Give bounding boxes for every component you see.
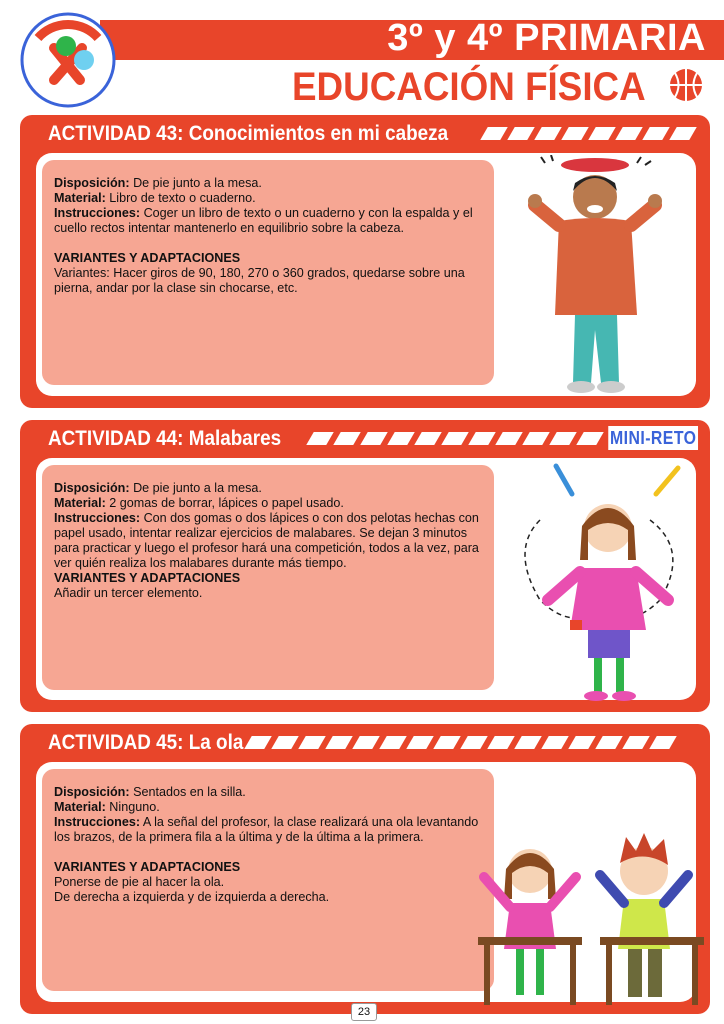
activity-44-title: ACTIVIDAD 44: Malabares: [48, 427, 282, 450]
disposicion-label: Disposición:: [54, 176, 130, 190]
activity-45-panel: [20, 724, 710, 1014]
instrucciones-text: A la señal del profesor, la clase realizará una ola levantando los brazos, de la primera fila a la última y de la última a la primera.: [54, 815, 479, 844]
boy-book-balance-illustration: [515, 155, 675, 400]
disposicion-label: Disposición:: [54, 785, 130, 799]
activity-44-panel: [20, 420, 710, 712]
instrucciones-label: Instrucciones:: [54, 511, 141, 525]
activity-43-panel: [20, 115, 710, 408]
variantes-label: VARIANTES Y ADAPTACIONES: [54, 860, 241, 874]
variantes-text-1: Ponerse de pie al hacer la ola.: [54, 875, 225, 889]
instrucciones-label: Instrucciones:: [54, 815, 141, 829]
variantes-label: VARIANTES Y ADAPTACIONES: [54, 571, 241, 585]
disposicion-text: Sentados en la silla.: [129, 785, 246, 799]
activity-44-textbox: [42, 465, 494, 690]
variantes-text-2: De derecha a izquierda y de izquierda a derecha.: [54, 890, 330, 904]
activity-43-title: ACTIVIDAD 43: Conocimientos en mi cabeza: [48, 122, 449, 145]
activity-45-title: ACTIVIDAD 45: La ola: [48, 731, 244, 754]
dame10-logo: [18, 8, 118, 108]
title-stripes: [484, 127, 693, 140]
basketball-icon: [668, 67, 704, 103]
activity-45-textbox: [42, 769, 494, 991]
title-stripes: [248, 736, 673, 749]
instrucciones-text: Con dos gomas o dos lápices o con dos pelotas hechas con papel usado, intentar realizar ejercicios de malabares. Se dejan 3 minutos para practicar y luego el profesor hará una competición, todos a la vez, para ver quién realiza los malabares durante más tiempo.: [54, 511, 479, 570]
girl-juggling-illustration: [500, 460, 690, 705]
material-label: Material:: [54, 191, 106, 205]
mini-reto-badge: MINI-RETO: [609, 428, 697, 448]
material-label: Material:: [54, 800, 106, 814]
instrucciones-label: Instrucciones:: [54, 206, 141, 220]
disposicion-text: De pie junto a la mesa.: [129, 481, 262, 495]
title-stripes: [310, 432, 600, 445]
grade-title: 3º y 4º PRIMARIA: [387, 17, 706, 59]
page-number: 23: [351, 1003, 377, 1021]
disposicion-text: De pie junto a la mesa.: [129, 176, 262, 190]
activity-43-textbox: [42, 160, 494, 385]
material-text: Libro de texto o cuaderno.: [105, 191, 256, 205]
variantes-label: VARIANTES Y ADAPTACIONES: [54, 251, 241, 265]
material-text: 2 gomas de borrar, lápices o papel usado.: [105, 496, 344, 510]
variantes-text: Variantes: Hacer giros de 90, 180, 270 o 360 grados, quedarse sobre una pierna, andar por la clase sin chocarse, etc.: [54, 266, 465, 295]
material-text: Ninguno.: [105, 800, 160, 814]
disposicion-label: Disposición:: [54, 481, 130, 495]
children-wave-illustration: [450, 819, 705, 1014]
variantes-text: Añadir un tercer elemento.: [54, 586, 203, 600]
instrucciones-text: Coger un libro de texto o un cuaderno y con la espalda y el cuello rectos intentar mantenerlo en equilibrio sobre la cabeza.: [54, 206, 473, 235]
subject-title: EDUCACIÓN FÍSICA: [292, 65, 646, 109]
material-label: Material:: [54, 496, 106, 510]
